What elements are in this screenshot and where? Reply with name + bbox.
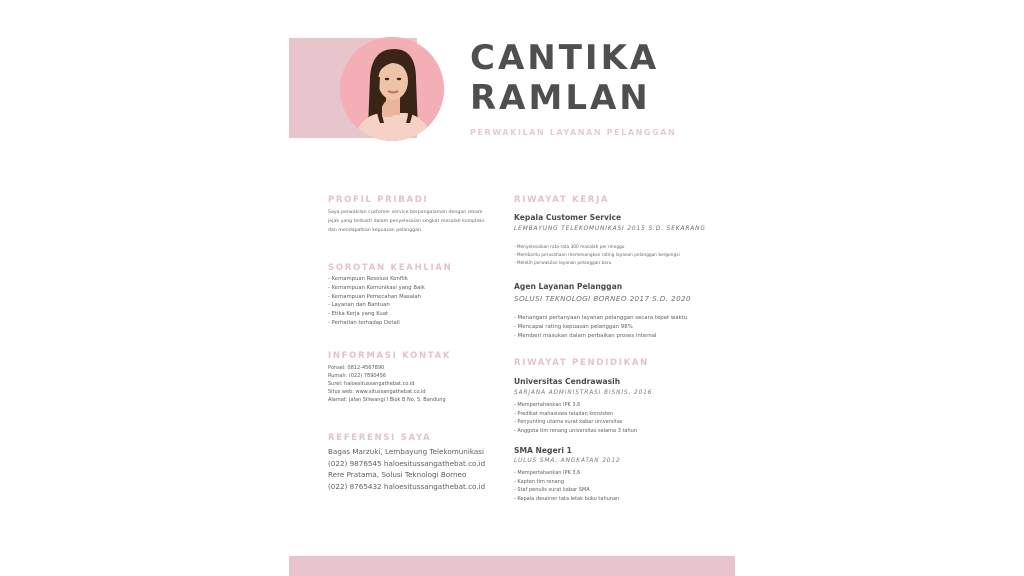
footer-accent-band <box>289 556 735 576</box>
job-2-position: Agen Layanan Pelanggan <box>514 282 623 291</box>
skill-item: - Etika Kerja yang Kuat <box>328 311 389 318</box>
reference-item: Rere Pratama, Solusi Teknologi Borneo <box>328 470 467 479</box>
contact-address: Alamat: Jalan Siliwangi I Blok B No. 5, Bandung <box>328 397 446 403</box>
education-bullet: - Staf penulis surat kabar SMA <box>514 487 590 494</box>
name-line-1: CANTIKA <box>470 38 660 78</box>
skill-item: - Layanan dan Bantuan <box>328 302 390 309</box>
education-bullet: - Mempertahankan IPK 3,6 <box>514 470 581 476</box>
school-1-bullets <box>514 401 637 435</box>
job-bullet: - Menangani pertanyaan layanan pelanggan secara tepat waktu <box>514 315 688 321</box>
job-bullet: - Melatih perwakilan layanan pelanggan baru <box>514 260 612 266</box>
contact-phone: Ponsel: 0812-4567890 <box>328 365 385 371</box>
education-title: RIWAYAT PENDIDIKAN <box>514 358 649 368</box>
name-line-2: RAMLAN <box>470 78 651 118</box>
avatar <box>340 37 444 141</box>
job-1-position: Kepala Customer Service <box>514 213 622 222</box>
education-bullet: - Kapten tim renang <box>514 478 565 485</box>
job-2-bullets <box>514 314 687 340</box>
contact-website: Situs web: www.situssangathebat.co.id <box>328 389 426 395</box>
job-1-bullets <box>514 244 680 267</box>
contact-title: INFORMASI KONTAK <box>328 351 452 361</box>
school-1-name: Universitas Cendrawasih <box>514 377 621 386</box>
school-1-detail: SARJANA ADMINISTRASI BISNIS, 2016 <box>514 390 653 396</box>
candidate-name <box>470 38 730 118</box>
skill-item: - Kemampuan Pemecahan Masalah <box>328 293 422 300</box>
avatar-portrait-image <box>340 37 444 141</box>
reference-item: Bagas Marzuki, Lembayung Telekomunikasi <box>328 447 485 456</box>
skill-item: - Kemampuan Komunikasi yang Baik <box>328 284 425 291</box>
job-bullet: - Mencapai rating kepuasan pelanggan 98% <box>514 323 633 330</box>
skill-item: - Perhatian terhadap Detail <box>328 319 400 326</box>
contact-email: Surel: haloesitussangathebat.co.id <box>328 381 415 387</box>
job-bullet: - Menyelesaikan rata-rata 300 masalah per minggu <box>514 245 625 250</box>
school-2-name: SMA Negeri 1 <box>514 446 572 455</box>
contact-list <box>328 364 446 404</box>
education-bullet: - Anggota tim renang universitas selama 3 tahun <box>514 427 637 434</box>
skill-item: - Kemampuan Resolusi Konflik <box>328 276 408 282</box>
education-bullet: - Mempertahankan IPK 3,6 <box>514 402 581 408</box>
contact-home: Rumah: (022) 7890456 <box>328 373 387 379</box>
job-bullet: - Memberi masukan dalam perbaikan proses internal <box>514 332 657 339</box>
education-bullet: - Predikat mahasiswa teladan konsisten <box>514 410 614 417</box>
job-2-company: SOLUSI TEKNOLOGI BORNEO 2017 S.D. 2020 <box>514 294 692 303</box>
school-2-detail: LULUS SMA, ANGKATAN 2012 <box>514 458 621 464</box>
reference-item: (022) 9876545 haloesitussangathebat.co.id <box>328 458 486 468</box>
work-title: RIWAYAT KERJA <box>514 195 610 205</box>
reference-item: (022) 8765432 haloesitussangathebat.co.id <box>328 481 486 491</box>
references-title: REFERENSI SAYA <box>328 433 432 443</box>
references-list <box>328 446 485 492</box>
education-bullet: - Penyunting utama surat kabar universitas <box>514 419 623 426</box>
school-2-bullets <box>514 469 619 503</box>
job-title: PERWAKILAN LAYANAN PELANGGAN <box>470 128 677 137</box>
job-1-company: LEMBAYUNG TELEKOMUNIKASI 2015 S.D. SEKARANG <box>514 226 706 232</box>
skills-list <box>328 275 425 328</box>
job-bullet: - Membantu perusahaan memenangkan rating layanan pelanggan bergengsi <box>514 252 680 258</box>
profile-text: Saya perwakilan customer service berpengalaman dengan rekam jejak yang terbukti dalam penyelesaian singkat masalah kompleks dan mendapatkan kepuasan pelanggan. <box>328 210 485 233</box>
education-bullet: - Kepala desainer tata letak buku tahunan <box>514 495 620 502</box>
profile-title: PROFIL PRIBADI <box>328 195 429 205</box>
skills-title: SOROTAN KEAHLIAN <box>328 263 453 273</box>
